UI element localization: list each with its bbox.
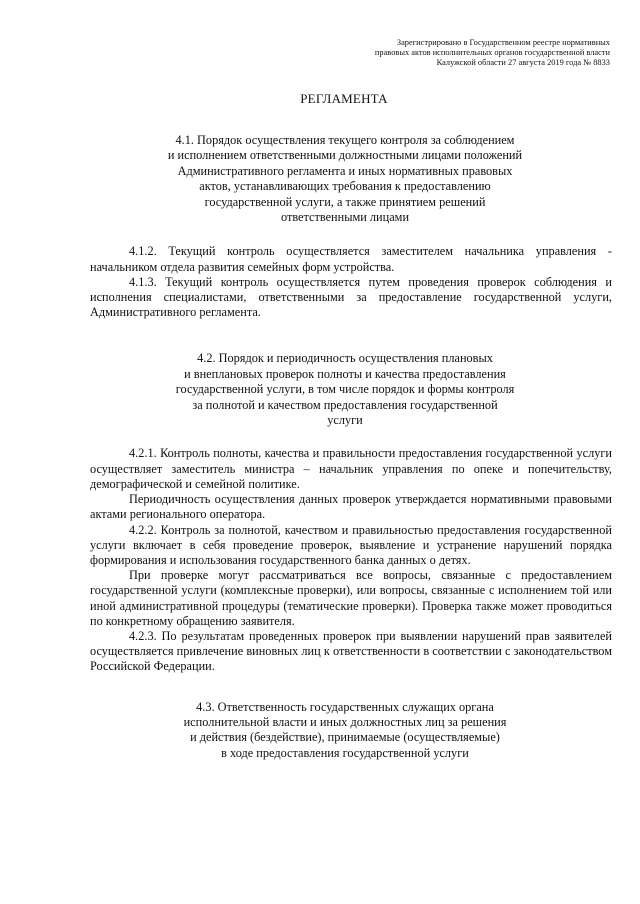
heading-line: актов, устанавливающих требования к предоставлению: [199, 179, 491, 194]
heading-line: и исполнением ответственными должностными лицами положений: [167, 148, 523, 163]
heading-line: ответственными лицами: [280, 210, 410, 225]
heading-line: Административного регламента и иных нормативных правовых: [177, 163, 513, 178]
document-title: РЕГЛАМЕНТА: [300, 91, 388, 106]
heading-line: 4.2. Порядок и периодичность осуществления плановых: [197, 351, 493, 366]
registration-line: правовых актов исполнительных органов государственной власти: [374, 48, 610, 57]
registration-line: Калужской области 27 августа 2019 года № 8833: [436, 58, 610, 67]
section-4-2-heading: [78, 351, 612, 428]
paragraph-4-2-1: 4.2.1. Контроль полноты, качества и правильности предоставления государственной услуги осуществляет заместитель министра – начальник управления по опеке и попечительству, демографической и семейной политике.: [90, 446, 612, 491]
paragraph-4-1-3: 4.1.3. Текущий контроль осуществляется путем проведения проверок соблюдения и исполнения специалистами, ответственными за предоставление государственной услуги, Административного регламента.: [90, 274, 612, 320]
heading-line: и внеплановых проверок полноты и качества предоставления: [184, 366, 506, 381]
registration-line: Зарегистрировано в Государственном реестре нормативных: [396, 38, 610, 47]
paragraph-periodicity: Периодичность осуществления данных проверок утверждается нормативными правовыми актами регионального оператора.: [90, 492, 612, 522]
paragraph-4-2-3: 4.2.3. По результатам проведенных проверок при выявлении нарушений прав заявителей осуществляется привлечение виновных лиц к ответственности в соответствии с законодательством Российской Федерации.: [90, 628, 612, 674]
heading-line: 4.1. Порядок осуществления текущего контроля за соблюдением: [175, 133, 515, 147]
heading-line: 4.3. Ответственность государственных служащих органа: [196, 699, 494, 714]
section-4-3-heading: [78, 700, 612, 762]
paragraph-4-1-2: 4.1.2. Текущий контроль осуществляется заместителем начальника управления - начальником отдела развития семейных форм устройства.: [90, 244, 612, 274]
heading-line: исполнительной власти и иных должностных лиц за решения: [183, 714, 507, 729]
registration-stamp: [90, 38, 610, 68]
section-4-2-body: [90, 446, 612, 674]
heading-line: государственной услуги, в том числе порядок и формы контроля: [175, 382, 515, 397]
heading-line: в ходе предоставления государственной услуги: [221, 745, 469, 760]
paragraph-inspection: При проверке могут рассматриваться все вопросы, связанные с предоставлением государственной услуги (комплексные проверки), или вопросы, связанные с исполнением той или иной административной процедуры (тематические проверки). Проверка также может проводиться по конкретному обращению заявителя.: [90, 568, 612, 628]
heading-line: услуги: [327, 413, 363, 428]
heading-line: и действия (бездействие), принимаемые (осуществляемые): [190, 730, 500, 745]
heading-line: за полнотой и качеством предоставления государственной: [192, 397, 498, 412]
paragraph-4-2-2: 4.2.2. Контроль за полнотой, качеством и правильностью предоставления государственной услуги включает в себя проведение проверок, выявление и устранение нарушений порядка формирования и использования государственного банка данных о детях.: [90, 522, 612, 567]
section-4-1-heading: [78, 133, 612, 225]
heading-line: государственной услуги, а также принятием решений: [204, 194, 486, 209]
section-4-1-body: [90, 244, 612, 320]
